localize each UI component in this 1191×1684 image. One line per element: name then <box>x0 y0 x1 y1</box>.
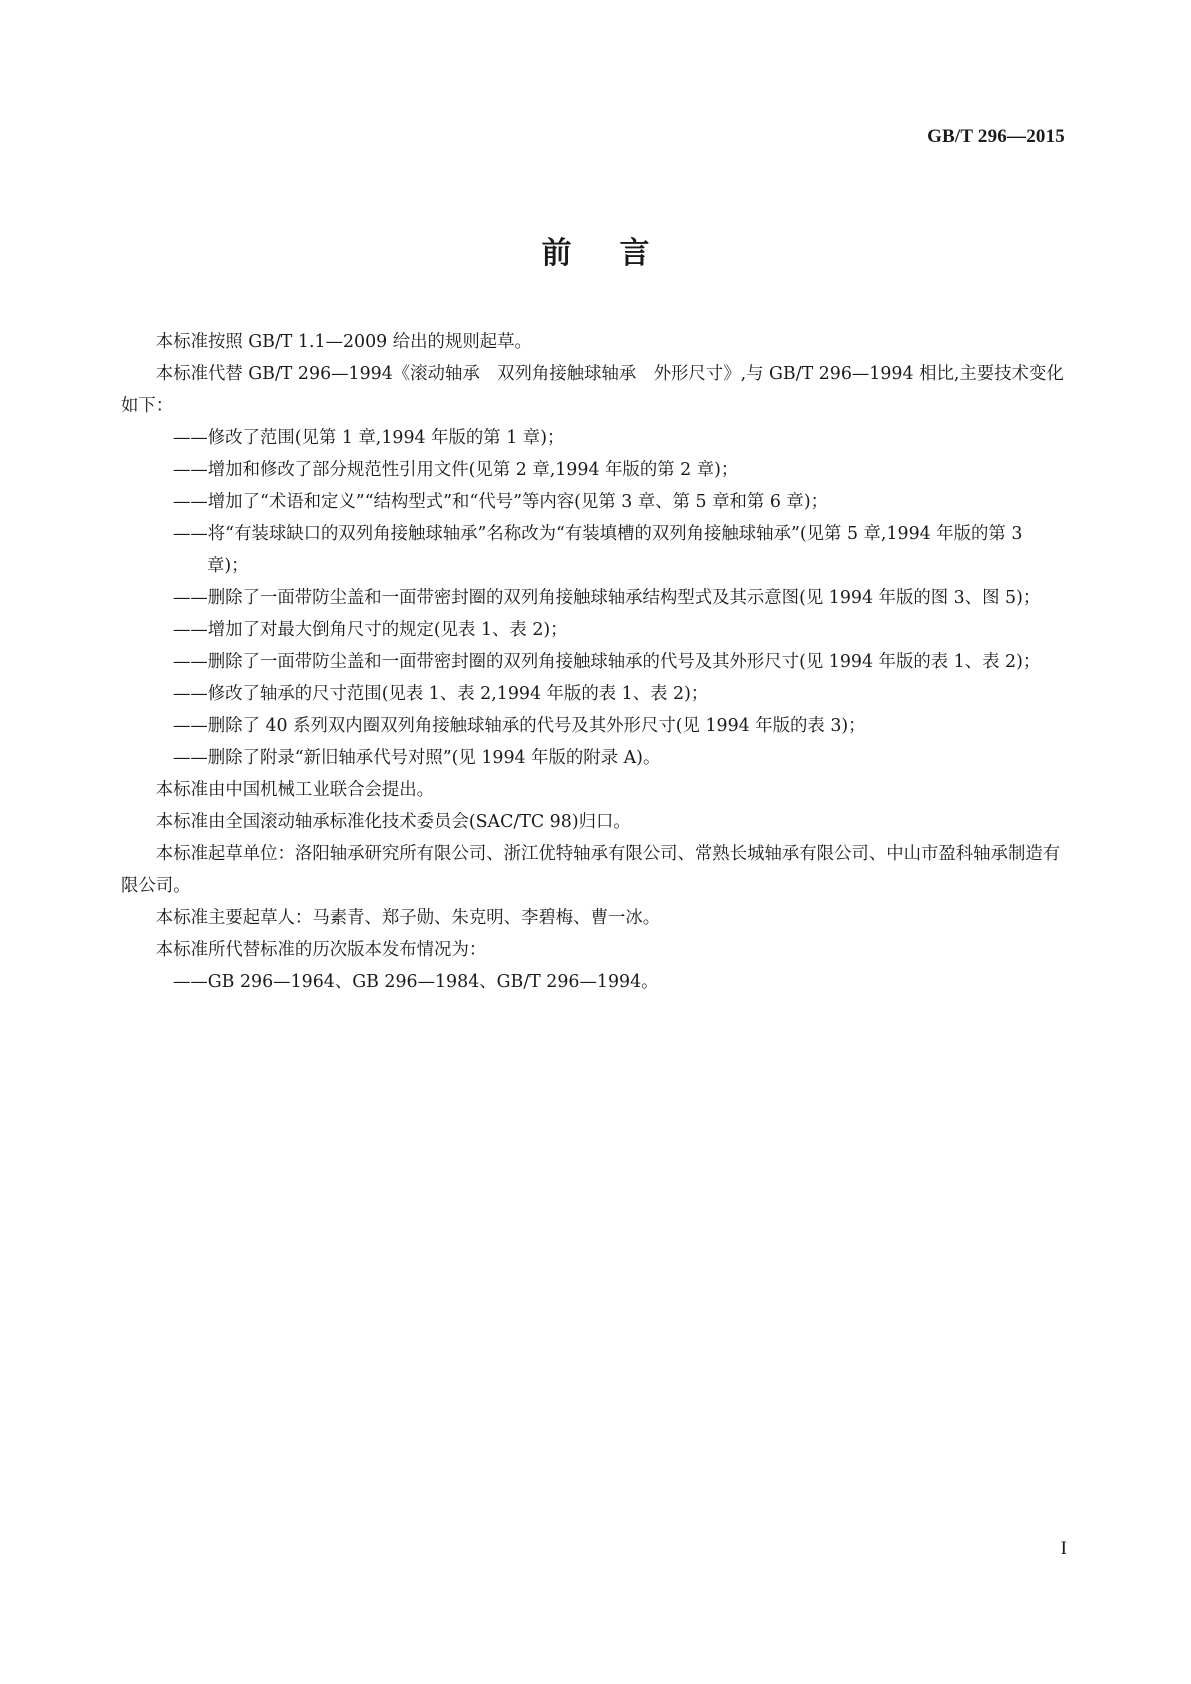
list-item: ——删除了 40 系列双内圈双列角接触球轴承的代号及其外形尺寸(见 1994 年版的表 3)； <box>173 716 866 736</box>
history-intro-paragraph: 本标准所代替标准的历次版本发布情况为： <box>155 940 487 960</box>
drafting-units-paragraph: 本标准起草单位：洛阳轴承研究所有限公司、浙江优特轴承有限公司、常熟长城轴承有限公司、中山市盈科轴承制造有限公司。 <box>121 844 1061 896</box>
page-title: 前言 <box>541 236 698 271</box>
preface-body <box>121 326 1064 998</box>
committee-paragraph: 本标准由全国滚动轴承标准化技术委员会(SAC/TC 98)归口。 <box>155 812 631 832</box>
list-item: ——将“有装球缺口的双列角接触球轴承”名称改为“有装填槽的双列角接触球轴承”(见第 5 章,1994 年版的第 3 章)； <box>173 524 1023 576</box>
proposer-paragraph: 本标准由中国机械工业联合会提出。 <box>155 780 435 800</box>
page-number: I <box>1060 1538 1067 1559</box>
list-item: ——删除了附录“新旧轴承代号对照”(见 1994 年版的附录 A)。 <box>173 748 661 768</box>
list-item: ——增加了“术语和定义”“结构型式”和“代号”等内容(见第 3 章、第 5 章和第 6 章)； <box>173 492 828 512</box>
technical-changes-list <box>121 422 1064 774</box>
drafting-rule-paragraph: 本标准按照 GB/T 1.1—2009 给出的规则起草。 <box>155 332 532 352</box>
history-list-item: ——GB 296—1964、GB 296—1984、GB/T 296—1994。 <box>173 972 659 992</box>
list-item: ——修改了范围(见第 1 章,1994 年版的第 1 章)； <box>173 428 565 448</box>
list-item: ——删除了一面带防尘盖和一面带密封圈的双列角接触球轴承的代号及其外形尺寸(见 1994 年版的表 1、表 2)； <box>173 652 1041 672</box>
drafters-paragraph: 本标准主要起草人：马素青、郑子勋、朱克明、李碧梅、曹一冰。 <box>155 908 661 928</box>
list-item: ——修改了轴承的尺寸范围(见表 1、表 2,1994 年版的表 1、表 2)； <box>173 684 709 704</box>
list-item: ——增加了对最大倒角尺寸的规定(见表 1、表 2)； <box>173 620 568 640</box>
standard-code: GB/T 296—2015 <box>927 126 1065 147</box>
list-item: ——删除了一面带防尘盖和一面带密封圈的双列角接触球轴承结构型式及其示意图(见 1994 年版的图 3、图 5)； <box>173 588 1041 608</box>
replacement-paragraph: 本标准代替 GB/T 296—1994《滚动轴承 双列角接触球轴承 外形尺寸》,与 GB/T 296—1994 相比,主要技术变化如下： <box>121 364 1064 416</box>
list-item: ——增加和修改了部分规范性引用文件(见第 2 章,1994 年版的第 2 章)； <box>173 460 739 480</box>
